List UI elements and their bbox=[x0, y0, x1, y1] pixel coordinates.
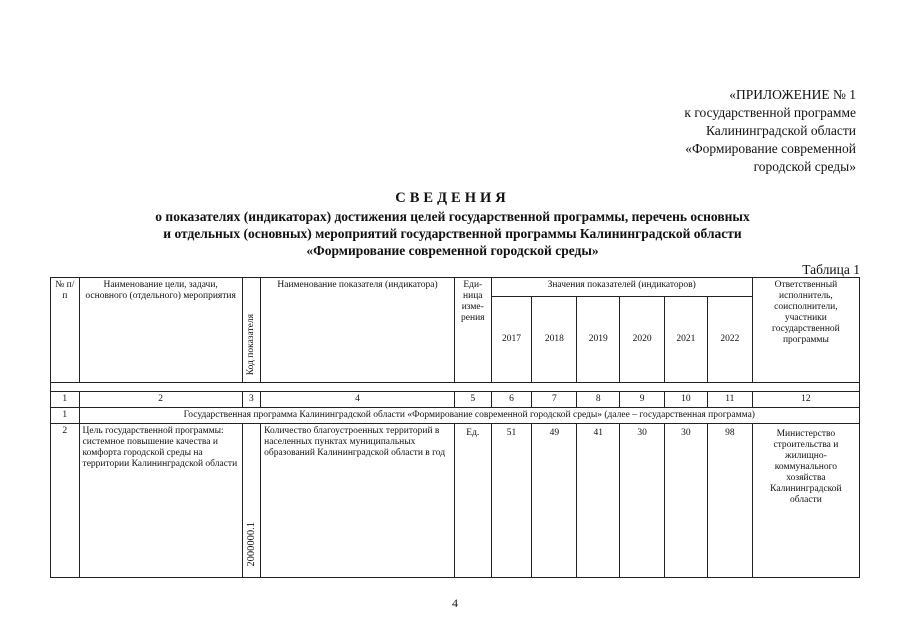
header-year: 2019 bbox=[577, 297, 620, 383]
row-value-2020: 30 bbox=[620, 424, 665, 578]
appendix-line: Калининградской области bbox=[705, 123, 856, 138]
row-num: 2 bbox=[51, 424, 80, 578]
table-spacer bbox=[51, 383, 860, 392]
appendix-line: «ПРИЛОЖЕНИЕ № 1 bbox=[729, 87, 856, 102]
header-year: 2022 bbox=[707, 297, 752, 383]
row-value-2017: 51 bbox=[491, 424, 532, 578]
header-year: 2017 bbox=[491, 297, 532, 383]
table-row bbox=[51, 424, 860, 578]
header-goal: Наименование цели, задачи, основного (отдельного) мероприятия bbox=[79, 278, 242, 383]
column-number: 9 bbox=[620, 392, 665, 408]
title-line: «Формирование современной городской среды» bbox=[306, 243, 599, 258]
title-heading: СВЕДЕНИЯ bbox=[395, 190, 510, 206]
header-year: 2020 bbox=[620, 297, 665, 383]
appendix-line: городской среды» bbox=[753, 159, 856, 174]
table-label: Таблица 1 bbox=[802, 262, 860, 277]
header-indicator: Наименование показателя (индикатора) bbox=[261, 278, 455, 383]
column-number: 6 bbox=[491, 392, 532, 408]
column-number: 8 bbox=[577, 392, 620, 408]
column-number: 1 bbox=[51, 392, 80, 408]
header-year: 2018 bbox=[532, 297, 577, 383]
column-number: 7 bbox=[532, 392, 577, 408]
header-year: 2021 bbox=[665, 297, 708, 383]
row-goal: Цель государственной программы: системное повышение качества и комфорта городской среды на территории Калининградской области bbox=[79, 424, 242, 578]
row-responsible: Министерство строительства и жилищно-коммунального хозяйства Калининградской области bbox=[752, 424, 859, 578]
column-number: 3 bbox=[242, 392, 260, 408]
title-line: о показателях (индикаторах) достижения целей государственной программы, перечень основных bbox=[155, 209, 750, 224]
page-number: 4 bbox=[452, 596, 458, 610]
row-value-2019: 41 bbox=[577, 424, 620, 578]
document-title bbox=[100, 190, 805, 259]
table-header-row bbox=[51, 278, 860, 297]
appendix-block bbox=[620, 86, 856, 176]
header-code-label: Код показателя bbox=[245, 313, 256, 375]
appendix-line: к государственной программе bbox=[684, 105, 856, 120]
column-number: 10 bbox=[665, 392, 708, 408]
appendix-line: «Формирование современной bbox=[685, 141, 856, 156]
header-code bbox=[242, 278, 260, 383]
column-number: 5 bbox=[454, 392, 491, 408]
column-numbers-row bbox=[51, 392, 860, 408]
header-values-group: Значения показателей (индикаторов) bbox=[491, 278, 752, 297]
row-indicator: Количество благоустроенных территорий в населенных пунктах муниципальных образований Калининградской области в год bbox=[261, 424, 455, 578]
row-unit: Ед. bbox=[454, 424, 491, 578]
section-num: 1 bbox=[51, 408, 80, 424]
indicators-table bbox=[50, 277, 860, 578]
section-text: Государственная программа Калининградской области «Формирование современной городской среды» (далее – государственная программа) bbox=[79, 408, 859, 424]
row-value-2018: 49 bbox=[532, 424, 577, 578]
title-line: и отдельных (основных) мероприятий государственной программы Калининградской области bbox=[163, 226, 742, 241]
spacer-cell bbox=[51, 383, 860, 392]
header-responsible: Ответственный исполнитель, соисполнители, участники государственной программы bbox=[752, 278, 859, 383]
header-num: № п/п bbox=[51, 278, 80, 383]
column-number: 4 bbox=[261, 392, 455, 408]
section-row bbox=[51, 408, 860, 424]
column-number: 2 bbox=[79, 392, 242, 408]
column-number: 11 bbox=[707, 392, 752, 408]
header-unit: Еди- ница изме- рения bbox=[454, 278, 491, 383]
row-value-2022: 98 bbox=[707, 424, 752, 578]
row-code bbox=[242, 424, 260, 578]
column-number: 12 bbox=[752, 392, 859, 408]
row-code-value: 2000000.1 bbox=[245, 522, 257, 567]
row-value-2021: 30 bbox=[665, 424, 708, 578]
